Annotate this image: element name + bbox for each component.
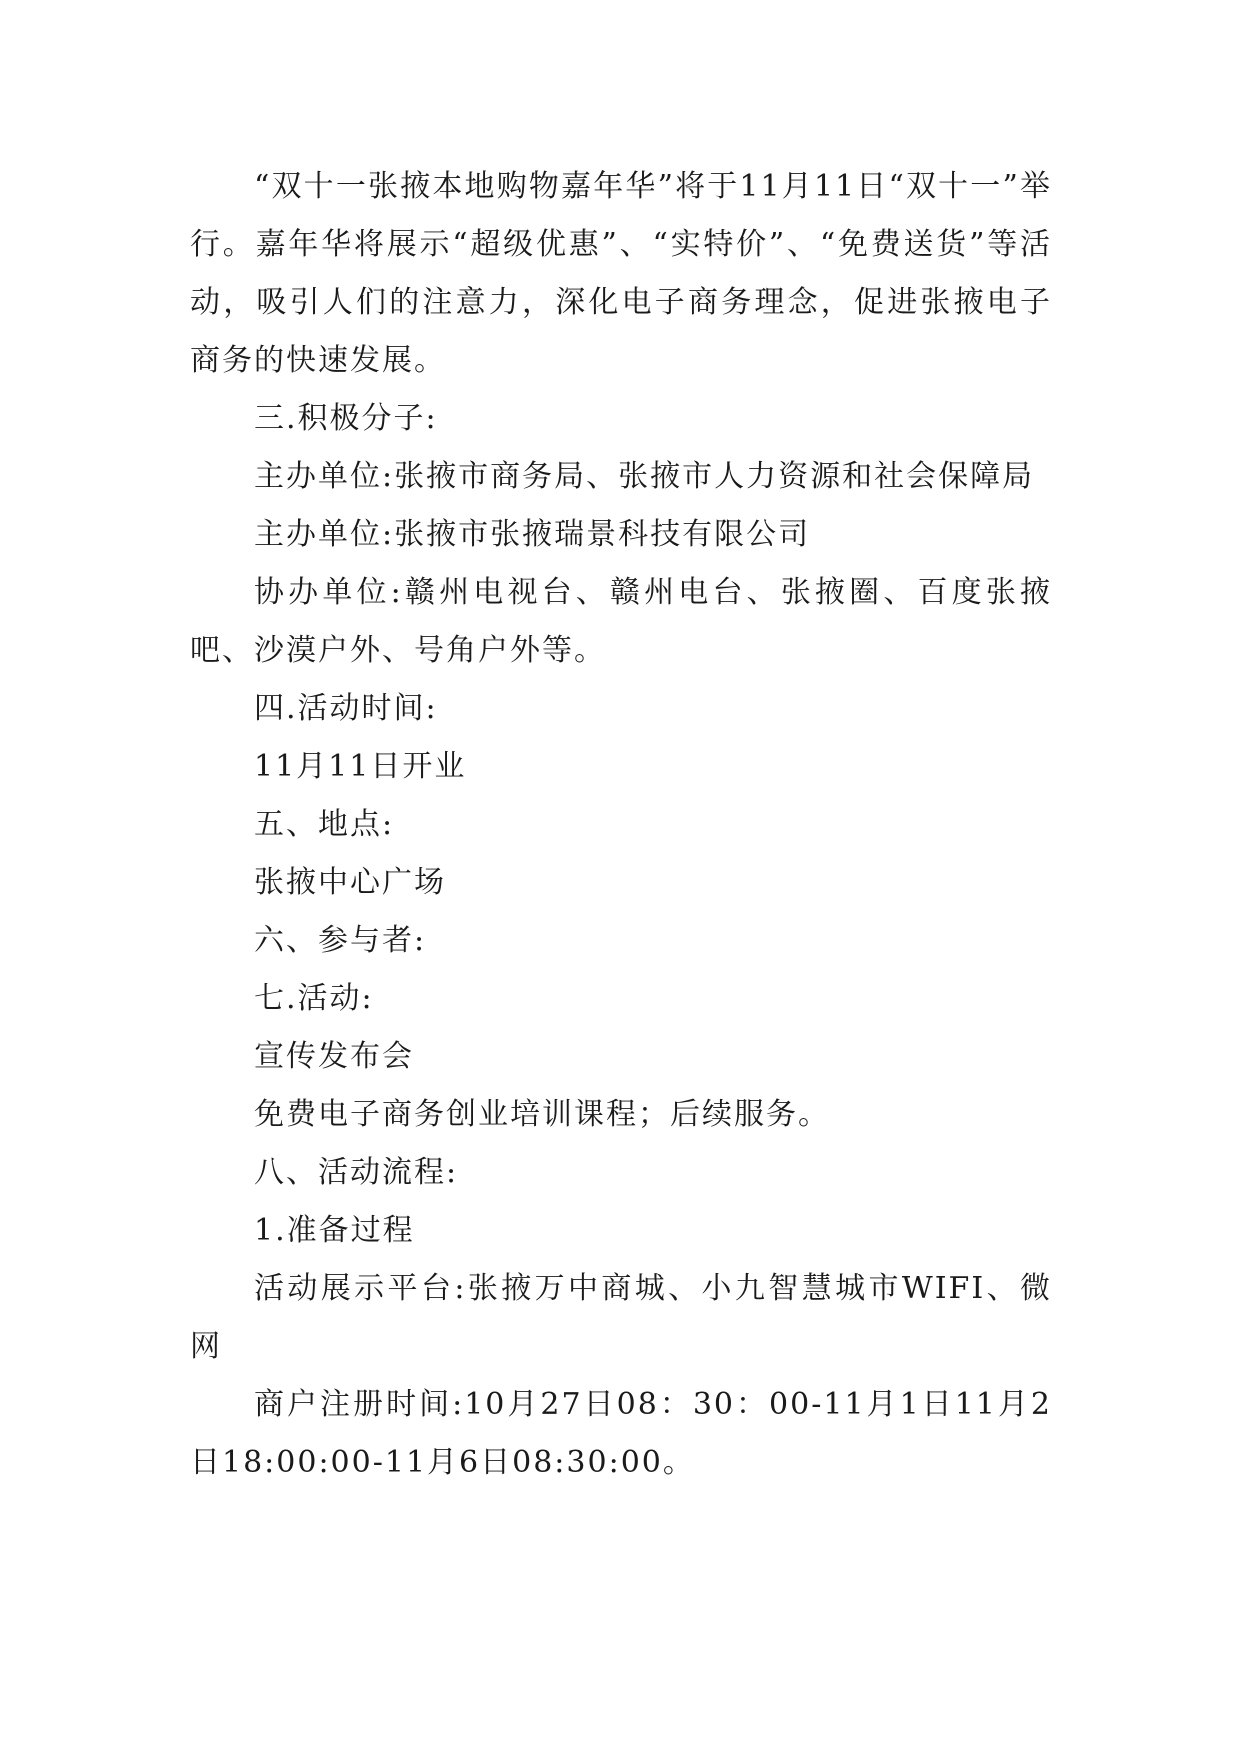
event-location: 张掖中心广场 xyxy=(254,865,446,900)
section-heading-process: 八、活动流程: xyxy=(254,1155,459,1190)
platform-line: 活动展示平台:张掖万中商城、小九智慧城市WIFI、微网 xyxy=(190,1271,1052,1364)
section-heading-activities: 七.活动: xyxy=(254,981,374,1016)
intro-paragraph: “双十一张掖本地购物嘉年华”将于11月11日“双十一”举行。嘉年华将展示“超级优惠”、“实特价”、“免费送货”等活动，吸引人们的注意力，深化电子商务理念，促进张掖电子商务的快速发展。 xyxy=(190,169,1052,378)
activity-item-training: 免费电子商务创业培训课程；后续服务。 xyxy=(254,1097,830,1132)
section-heading-participants: 三.积极分子: xyxy=(254,401,438,436)
section-heading-time: 四.活动时间: xyxy=(254,691,438,726)
section-heading-participants-list: 六、参与者: xyxy=(254,923,427,958)
section-heading-location: 五、地点: xyxy=(254,807,395,842)
activity-item-press-conference: 宣传发布会 xyxy=(254,1039,414,1074)
registration-time-line: 商户注册时间:10月27日08：30：00-11月1日11月2日18:00:00-11月6日08:30:00。 xyxy=(190,1387,1052,1480)
organizer-line-2: 主办单位:张掖市张掖瑞景科技有限公司 xyxy=(254,517,811,552)
co-organizer-line: 协办单位:赣州电视台、赣州电台、张掖圈、百度张掖吧、沙漠户外、号角户外等。 xyxy=(190,575,1052,668)
process-step-preparation: 1.准备过程 xyxy=(254,1213,415,1248)
event-time: 11月11日开业 xyxy=(254,749,467,784)
organizer-line-1: 主办单位:张掖市商务局、张掖市人力资源和社会保障局 xyxy=(254,459,1035,494)
document-body xyxy=(190,158,1052,1492)
